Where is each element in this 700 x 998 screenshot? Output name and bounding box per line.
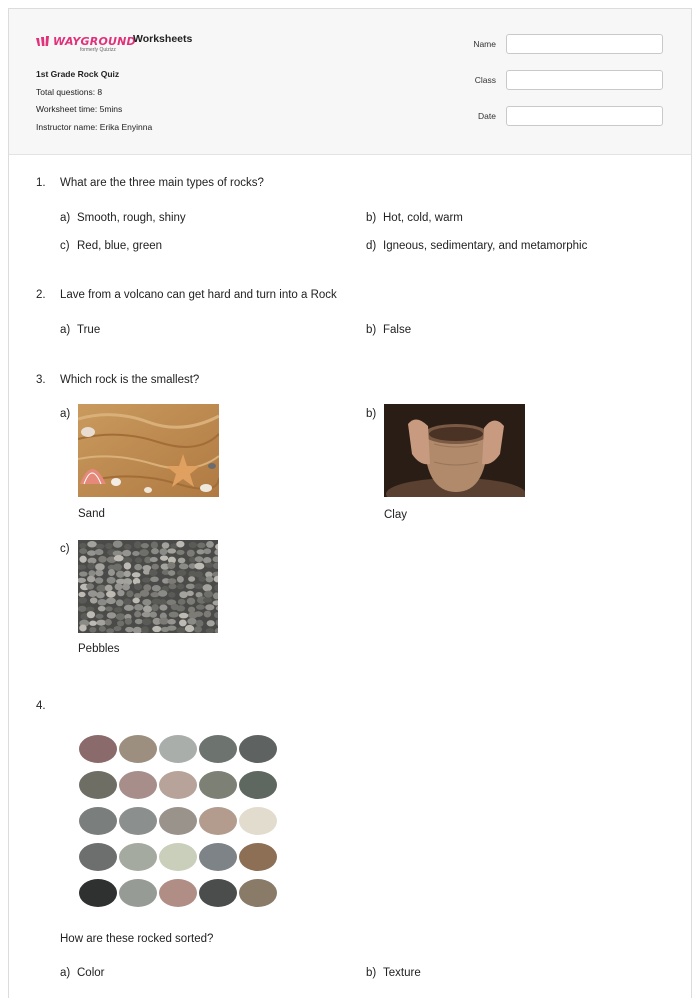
rock [239, 879, 277, 907]
question-number: 1. [36, 177, 46, 189]
q3-option-b-letter: b) [366, 408, 377, 420]
question-text: Which rock is the smallest? [60, 374, 200, 386]
question-text: How are these rocked sorted? [60, 933, 214, 945]
rock [79, 843, 117, 871]
q4-option-a[interactable]: a) Color [60, 967, 105, 979]
class-label: Class [474, 75, 496, 85]
logo-subtitle: formerly Quizizz [80, 47, 116, 53]
instructor-name: Instructor name: Erika Enyinna [36, 121, 153, 132]
rock [79, 771, 117, 799]
rock [239, 807, 277, 835]
rock [239, 735, 277, 763]
rock [159, 879, 197, 907]
rock [119, 771, 157, 799]
rock [119, 879, 157, 907]
rock [199, 807, 237, 835]
question-number: 4. [36, 700, 46, 712]
rock [159, 843, 197, 871]
quiz-meta [36, 66, 152, 136]
rock [239, 771, 277, 799]
class-field-row [463, 70, 663, 90]
question-number: 3. [36, 374, 46, 386]
rock [119, 843, 157, 871]
worksheet-time: Worksheet time: 5mins [36, 104, 123, 114]
total-questions: Total questions: 8 [36, 86, 103, 97]
date-label: Date [478, 111, 496, 121]
q3-option-b-caption: Clay [384, 509, 408, 521]
q3-option-c-caption: Pebbles [78, 643, 120, 655]
worksheet-header [9, 9, 691, 155]
date-field-row [463, 106, 663, 126]
rock [159, 735, 197, 763]
rock [159, 807, 197, 835]
question-text: Lave from a volcano can get hard and turn into a Rock [60, 289, 337, 301]
question-number: 2. [36, 289, 46, 301]
wayground-logo-icon [36, 36, 51, 46]
clay-image[interactable] [384, 404, 525, 497]
date-field[interactable] [506, 106, 663, 126]
brand-title: Worksheets [133, 33, 193, 45]
name-field[interactable] [506, 34, 663, 54]
rock [119, 735, 157, 763]
q1-option-d[interactable]: d) Igneous, sedimentary, and metamorphic [366, 240, 588, 252]
pebbles-image[interactable] [78, 540, 218, 633]
rock [79, 879, 117, 907]
rock [199, 843, 237, 871]
brand [36, 32, 193, 53]
q1-option-a[interactable]: a) Smooth, rough, shiny [60, 212, 186, 224]
quiz-title: 1st Grade Rock Quiz [36, 69, 120, 79]
wayground-logo: WAYGROUND [36, 35, 136, 48]
rock [199, 735, 237, 763]
rock [239, 843, 277, 871]
rock [159, 771, 197, 799]
rock [79, 807, 117, 835]
question-text: What are the three main types of rocks? [60, 177, 264, 189]
class-field[interactable] [506, 70, 663, 90]
q3-option-c-letter: c) [60, 543, 70, 555]
q1-option-c[interactable]: c) Red, blue, green [60, 240, 163, 252]
q3-option-a-letter: a) [60, 408, 71, 420]
sorted-rocks-image[interactable] [60, 722, 284, 910]
q1-option-b[interactable]: b) Hot, cold, warm [366, 212, 463, 224]
name-field-row [463, 34, 663, 54]
q2-option-b[interactable]: b) False [366, 324, 412, 336]
worksheet-page [8, 8, 692, 998]
rock [199, 771, 237, 799]
q2-option-a[interactable]: a) True [60, 324, 101, 336]
rock [79, 735, 117, 763]
q4-option-b[interactable]: b) Texture [366, 967, 421, 979]
name-label: Name [473, 39, 496, 49]
sand-image[interactable] [78, 404, 219, 497]
rock [119, 807, 157, 835]
rock [199, 879, 237, 907]
q3-option-a-caption: Sand [78, 508, 105, 520]
